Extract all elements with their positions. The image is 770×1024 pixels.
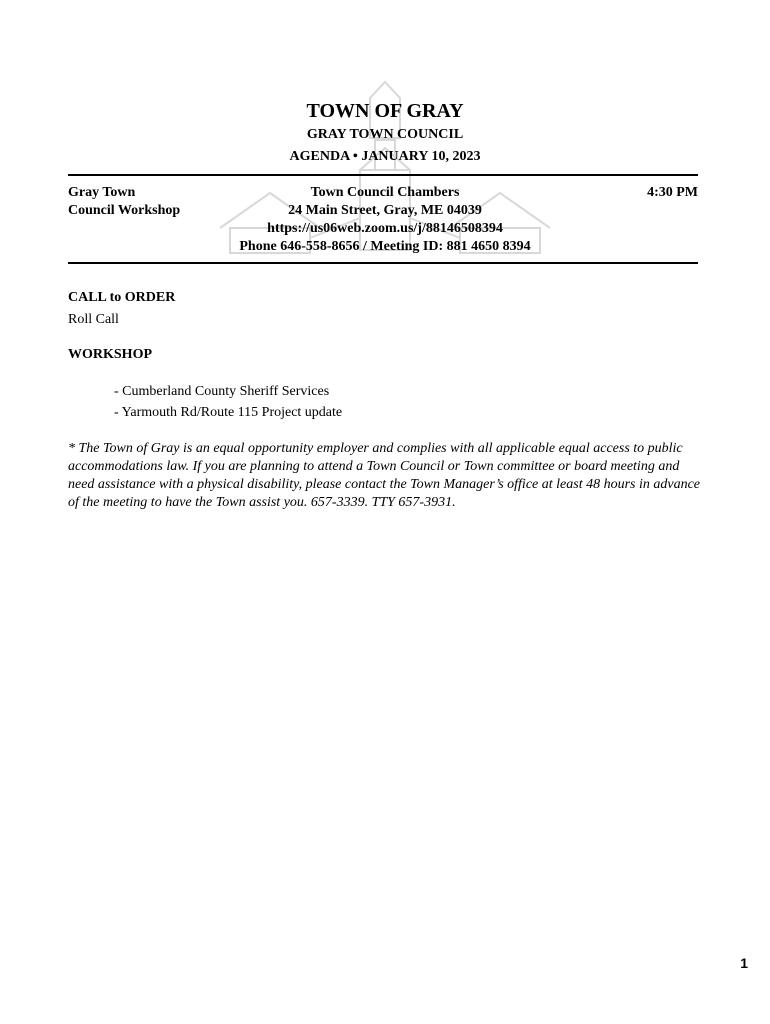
accessibility-notice: * The Town of Gray is an equal opportunity employer and complies with all applicable equal access to public accommodations law. If you are planning to attend a Town Council or Town committee or board meeting and need assistance with a physical disability, please contact the Town Manager’s office at least 48 hours in advance of the meeting to have the Town assist you. 657-3339. TTY 657-3931. [68,441,701,510]
page-number: 1 [740,955,748,971]
meeting-body-line-1: Gray Town [68,185,136,200]
bottom-divider [68,262,698,264]
top-divider [68,174,698,176]
agenda-date: AGENDA • JANUARY 10, 2023 [289,149,481,164]
workshop-heading: WORKSHOP [68,347,153,362]
meeting-time: 4:30 PM [647,185,698,200]
workshop-item: - Yarmouth Rd/Route 115 Project update [114,405,343,420]
phone-meeting-id: Phone 646-558-8656 / Meeting ID: 881 4650 8394 [239,239,531,254]
location-address: 24 Main Street, Gray, ME 04039 [288,203,482,218]
town-title: TOWN OF GRAY [306,100,464,122]
meeting-body-line-2: Council Workshop [68,203,181,218]
location-name: Town Council Chambers [310,185,460,200]
roll-call-text: Roll Call [68,312,119,327]
call-to-order-heading: CALL to ORDER [68,290,176,305]
council-name: GRAY TOWN COUNCIL [306,127,464,142]
workshop-item: - Cumberland County Sheriff Services [114,384,330,399]
zoom-link[interactable]: https://us06web.zoom.us/j/88146508394 [267,221,503,236]
